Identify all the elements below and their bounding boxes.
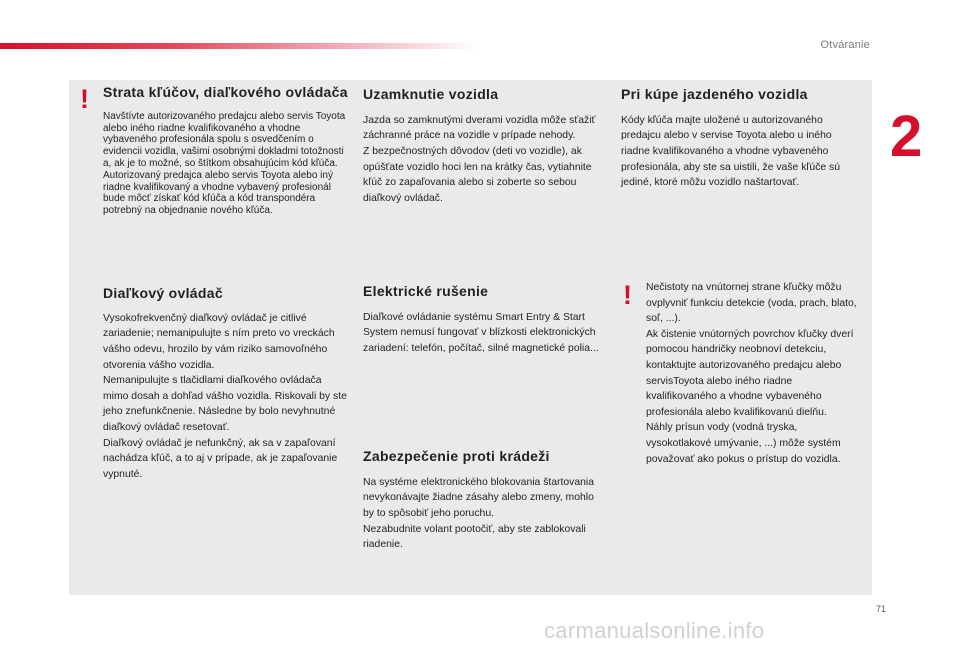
remote-control-title: Diaľkový ovládač: [103, 285, 223, 301]
electrical-interference-title: Elektrické rušenie: [363, 283, 489, 299]
vehicle-locking-section: [363, 86, 606, 206]
used-vehicle-section: [621, 86, 861, 191]
key-loss-section: [103, 84, 348, 217]
remote-control-section: [103, 285, 348, 482]
vehicle-locking-body: Jazda so zamknutými dverami vozidla môže sťažiť záchranné práce na vozidle v prípade nehody. Z bezpečnostných dôvodov (deti vo vozidle), ak opúšťate vozidlo hoci len na krátky čas, vytiahnite kľúč zo zapaľovania alebo si zoberte so sebou diaľkový ovládač.: [363, 114, 596, 204]
anti-theft-title: Zabezpečenie proti krádeži: [363, 448, 550, 464]
warning-icon: !: [623, 280, 632, 310]
handle-dirt-section: [646, 280, 864, 467]
anti-theft-body: Na systéme elektronického blokovania štartovania nevykonávajte žiadne zásahy alebo zmeny, mohlo by to spôsobiť jeho poruchu. Nezabudnite volant pootočiť, aby ste zablokovali riadenie.: [363, 476, 595, 551]
section-title: Otváranie: [820, 39, 870, 51]
electrical-interference-body: Diaľkové ovládanie systému Smart Entry & Start System nemusí fungovať v blízkosti elektronických zariadení: telefón, počítač, silné magnetické polia...: [363, 311, 599, 354]
key-loss-title: Strata kľúčov, diaľkového ovládača: [103, 84, 348, 100]
anti-theft-section: [363, 448, 606, 553]
key-loss-body: Navštívte autorizovaného predajcu alebo servis Toyota alebo iného riadne kvalifikovaného a vhodne vybaveného profesionála spolu s osvedčením o evidencii vozidla, vašimi osobnými dokladmi totožnosti a, ak je to možné, so štítkom obsahujúcim kód kľúča. Autorizovaný predajca alebo servis Toyota alebo iný riadne kvalifikovaný a vhodne vybavený profesionál bude môcť získať kód kľúča a kód transpondéra potrebný na objednanie nového kľúča.: [103, 110, 346, 217]
watermark: carmanualsonline.info: [544, 618, 765, 643]
warning-icon: !: [80, 84, 89, 114]
used-vehicle-title: Pri kúpe jazdeného vozidla: [621, 86, 808, 102]
vehicle-locking-title: Uzamknutie vozidla: [363, 86, 499, 102]
page-number: 71: [876, 604, 887, 614]
used-vehicle-body: Kódy kľúča majte uložené u autorizovaného predajcu alebo v servise Toyota alebo u iného riadne kvalifikovaného a vhodne vybaveného profesionála, aby ste sa uistili, že vaše kľúče sú jediné, ktoré môžu vozidlo naštartovať.: [621, 114, 841, 189]
remote-control-body: Vysokofrekvenčný diaľkový ovládač je citlivé zariadenie; nemanipulujte s ním preto vo vreckách vášho odevu, hrozilo by vám riziko samovoľného otvorenia vášho vozidla. Nemanipulujte s tlačidlami diaľkového ovládača mimo dosah a dohľad vášho vozidla. Riskovali by ste jeho znefunkčnenie. Následne by bolo nevyhnutné diaľkový ovládač resetovať. Diaľkový ovládač je nefunkčný, ak sa v zapaľovaní nachádza kľúč, a to aj v prípade, ak je zapaľovanie vypnuté.: [103, 312, 347, 480]
header-accent-bar: [0, 43, 480, 49]
electrical-interference-section: [363, 283, 606, 357]
handle-dirt-body: Nečistoty na vnútornej strane kľučky môžu ovplyvniť funkciu detekcie (voda, prach, blato, soľ, ...). Ak čistenie vnútorných povrchov kľučky dverí pomocou handričky neobnoví detekciu, kontaktujte autorizovaného predajcu alebo servisToyota alebo iného riadne kvalifikovaného a vhodne vybaveného profesionála alebo kvalifikovanú dielňu. Náhly prísun vody (vodná tryska, vysokotlakové umývanie, ...) môže systém považovať ako pokus o prístup do vozidla.: [646, 282, 857, 465]
chapter-number: 2: [890, 104, 923, 169]
